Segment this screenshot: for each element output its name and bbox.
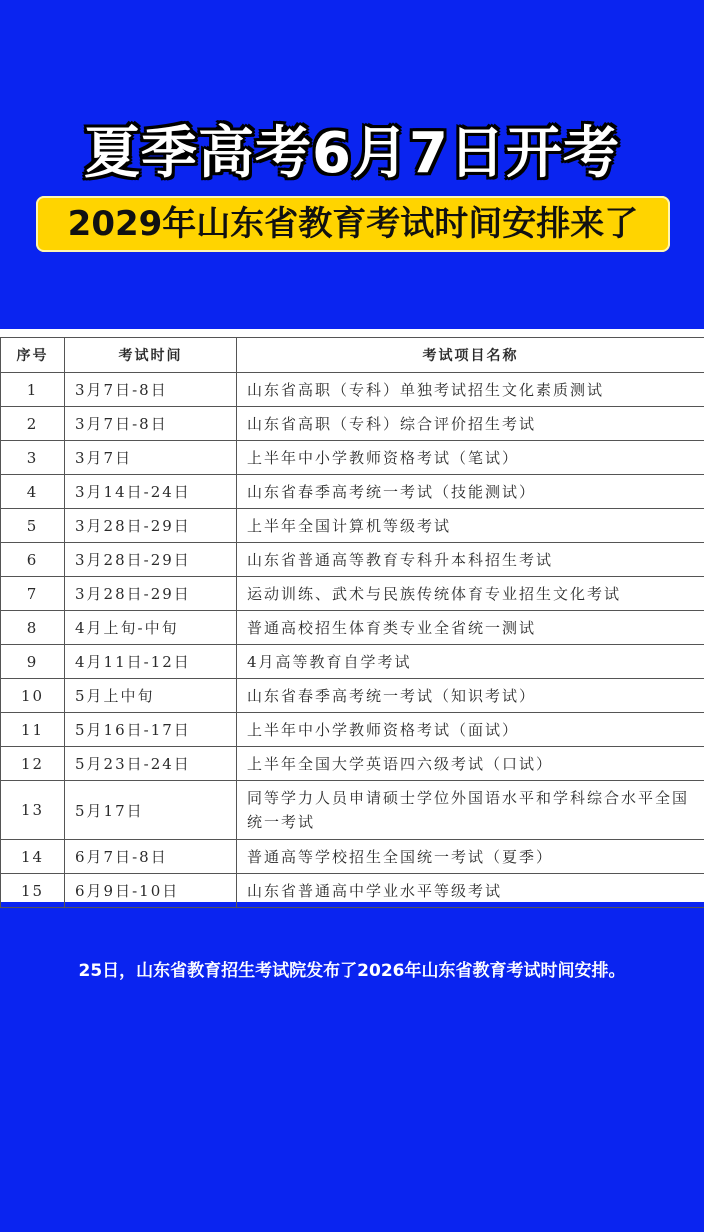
table-header-row — [1, 338, 704, 373]
row-exam-name: 山东省高职（专科）综合评价招生考试 — [237, 407, 704, 441]
table-row — [1, 543, 704, 577]
table-row — [1, 840, 704, 874]
row-number: 13 — [1, 781, 65, 840]
table-row — [1, 645, 704, 679]
column-header-name: 考试项目名称 — [237, 338, 704, 373]
row-exam-time: 3月28日-29日 — [65, 509, 237, 543]
row-exam-name: 上半年全国大学英语四六级考试（口试） — [237, 747, 704, 781]
table-row — [1, 577, 704, 611]
row-exam-name: 普通高等学校招生全国统一考试（夏季） — [237, 840, 704, 874]
table-row — [1, 373, 704, 407]
row-number: 10 — [1, 679, 65, 713]
news-caption: 25日，山东省教育招生考试院发布了2026年山东省教育考试时间安排。 — [78, 961, 626, 981]
row-exam-time: 3月7日-8日 — [65, 373, 237, 407]
column-header-number: 序号 — [1, 338, 65, 373]
row-number: 15 — [1, 874, 65, 908]
table-row — [1, 874, 704, 908]
table-row — [1, 475, 704, 509]
table-row — [1, 713, 704, 747]
table-row — [1, 441, 704, 475]
row-exam-time: 3月28日-29日 — [65, 577, 237, 611]
row-exam-time: 5月17日 — [65, 781, 237, 840]
subtitle-banner-text: 2029年山东省教育考试时间安排来了 — [67, 204, 639, 244]
row-number: 11 — [1, 713, 65, 747]
row-exam-name: 4月高等教育自学考试 — [237, 645, 704, 679]
row-exam-name: 上半年全国计算机等级考试 — [237, 509, 704, 543]
row-exam-time: 5月上中旬 — [65, 679, 237, 713]
row-exam-time: 5月23日-24日 — [65, 747, 237, 781]
row-exam-time: 4月上旬-中旬 — [65, 611, 237, 645]
row-exam-time: 3月14日-24日 — [65, 475, 237, 509]
table-row — [1, 781, 704, 840]
row-number: 2 — [1, 407, 65, 441]
row-exam-name: 山东省普通高中学业水平等级考试 — [237, 874, 704, 908]
row-number: 5 — [1, 509, 65, 543]
exam-schedule-table — [0, 337, 704, 908]
column-header-time: 考试时间 — [65, 338, 237, 373]
table-row — [1, 509, 704, 543]
subtitle-banner — [36, 196, 670, 252]
table-row — [1, 407, 704, 441]
row-exam-time: 6月7日-8日 — [65, 840, 237, 874]
row-number: 7 — [1, 577, 65, 611]
row-exam-name: 上半年中小学教师资格考试（面试） — [237, 713, 704, 747]
row-number: 4 — [1, 475, 65, 509]
row-exam-time: 4月11日-12日 — [65, 645, 237, 679]
table-row — [1, 679, 704, 713]
row-exam-name: 普通高校招生体育类专业全省统一测试 — [237, 611, 704, 645]
row-exam-name: 山东省普通高等教育专科升本科招生考试 — [237, 543, 704, 577]
row-exam-name: 山东省春季高考统一考试（知识考试） — [237, 679, 704, 713]
table-row — [1, 747, 704, 781]
row-exam-name: 运动训练、武术与民族传统体育专业招生文化考试 — [237, 577, 704, 611]
row-exam-name: 同等学力人员申请硕士学位外国语水平和学科综合水平全国统一考试 — [237, 781, 704, 840]
table-row — [1, 611, 704, 645]
row-exam-name: 山东省高职（专科）单独考试招生文化素质测试 — [237, 373, 704, 407]
row-number: 8 — [1, 611, 65, 645]
row-number: 14 — [1, 840, 65, 874]
headline-title: 夏季高考6月7日开考 — [84, 121, 620, 186]
row-number: 1 — [1, 373, 65, 407]
row-exam-time: 5月16日-17日 — [65, 713, 237, 747]
row-exam-time: 6月9日-10日 — [65, 874, 237, 908]
row-number: 6 — [1, 543, 65, 577]
row-number: 3 — [1, 441, 65, 475]
row-number: 9 — [1, 645, 65, 679]
row-exam-time: 3月7日 — [65, 441, 237, 475]
exam-schedule-table-panel — [0, 329, 704, 902]
row-number: 12 — [1, 747, 65, 781]
row-exam-time: 3月7日-8日 — [65, 407, 237, 441]
row-exam-time: 3月28日-29日 — [65, 543, 237, 577]
row-exam-name: 山东省春季高考统一考试（技能测试） — [237, 475, 704, 509]
row-exam-name: 上半年中小学教师资格考试（笔试） — [237, 441, 704, 475]
